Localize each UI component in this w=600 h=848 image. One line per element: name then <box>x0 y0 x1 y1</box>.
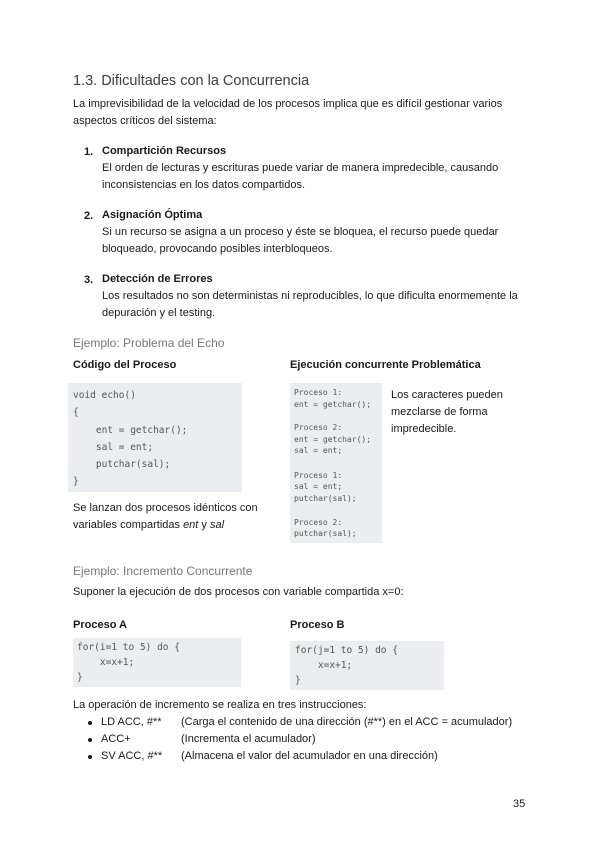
code-line: for(i=1 to 5) do { <box>77 642 180 653</box>
increment-intro: Suponer la ejecución de dos procesos con variable compartida x=0: <box>73 586 404 598</box>
process-b-code <box>290 641 444 690</box>
echo-note <box>73 500 258 534</box>
echo-code-block <box>68 383 242 492</box>
code-line: Proceso 1: <box>294 471 343 480</box>
code-line: putchar(sal); <box>294 494 357 503</box>
exec-note-line: impredecible. <box>391 423 457 435</box>
echo-subtitle: Ejemplo: Problema del Echo <box>73 336 225 350</box>
code-line: Proceso 2: <box>294 518 343 527</box>
code-line: putchar(sal); <box>294 529 357 538</box>
code-line: void echo() <box>73 390 136 401</box>
code-line: x=x+1; <box>77 657 135 668</box>
code-line: for(j=1 to 5) do { <box>295 645 398 656</box>
increment-subtitle: Ejemplo: Incremento Concurrente <box>73 564 253 578</box>
exec-note-line: Los caracteres pueden <box>391 389 503 401</box>
bullet-icon <box>88 738 92 742</box>
exec-code-block <box>290 383 382 543</box>
code-line: ent = getchar(); <box>294 400 372 409</box>
code-line: ent = getchar(); <box>73 425 188 436</box>
instructions-intro: La operación de incremento se realiza en tres instrucciones: <box>73 699 367 711</box>
echo-note-line: variables compartidas <box>73 519 184 531</box>
echo-note-line: Se lanzan dos procesos idénticos con <box>73 502 258 514</box>
difficulty-title: Detección de Errores <box>102 273 213 285</box>
list-number: 3. <box>84 274 94 286</box>
difficulty-text-line: depuración y el testing. <box>102 307 216 319</box>
process-a-code <box>73 638 241 687</box>
bullet-icon <box>88 721 92 725</box>
difficulty-text-line: El orden de lecturas y escrituras puede variar de manera impredecible, causando <box>102 162 499 174</box>
instruction-desc: (Carga el contenido de una dirección (#**) en el ACC = acumulador) <box>181 716 513 728</box>
section-intro-line: aspectos críticos del sistema: <box>73 115 217 127</box>
instruction-desc: (Incrementa el acumulador) <box>181 733 316 745</box>
exec-heading: Ejecución concurrente Problemática <box>290 359 481 371</box>
code-line: } <box>77 672 83 683</box>
code-line: sal = ent; <box>294 482 343 491</box>
code-line: ent = getchar(); <box>294 435 372 444</box>
difficulty-text-line: Los resultados no son deterministas ni reproducibles, lo que dificulta enormemente la <box>102 290 518 302</box>
code-line: { <box>73 407 79 418</box>
code-line: sal = ent; <box>294 446 343 455</box>
instruction-op: SV ACC, #** <box>101 750 163 762</box>
code-line: sal = ent; <box>73 442 154 453</box>
section-intro <box>73 96 502 130</box>
var-sal: sal <box>209 519 225 531</box>
process-a-heading: Proceso A <box>73 619 128 631</box>
process-b-heading: Proceso B <box>290 619 345 631</box>
instruction-desc: (Almacena el valor del acumulador en una dirección) <box>181 750 438 762</box>
difficulty-title: Compartición Recursos <box>102 145 227 157</box>
code-line: } <box>73 476 79 487</box>
difficulty-text-line: bloqueado, provocando posibles interbloqueos. <box>102 243 333 255</box>
exec-note <box>391 387 503 438</box>
code-line: Proceso 2: <box>294 423 343 432</box>
exec-note-line: mezclarse de forma <box>391 406 488 418</box>
difficulty-title: Asignación Óptima <box>102 209 203 221</box>
code-heading: Código del Proceso <box>73 359 177 371</box>
code-line: Proceso 1: <box>294 388 343 397</box>
list-number: 2. <box>84 210 94 222</box>
instruction-op: LD ACC, #** <box>101 716 162 728</box>
difficulty-text <box>102 160 498 194</box>
difficulty-text-line: inconsistencias en los datos compartidos. <box>102 179 305 191</box>
difficulty-text-line: Si un recurso se asigna a un proceso y éste se bloquea, el recurso puede quedar <box>102 226 499 238</box>
instruction-op: ACC+ <box>101 733 131 745</box>
list-number: 1. <box>84 146 94 158</box>
bullet-icon <box>88 755 92 759</box>
code-line: putchar(sal); <box>73 459 171 470</box>
code-line: } <box>295 675 301 686</box>
section-intro-line: La imprevisibilidad de la velocidad de los procesos implica que es difícil gestionar varios <box>73 98 503 110</box>
section-title: 1.3. Dificultades con la Concurrencia <box>73 73 310 89</box>
echo-note-and: y <box>198 519 210 531</box>
difficulty-text <box>102 288 518 322</box>
var-ent: ent <box>183 519 199 531</box>
difficulty-text <box>102 224 498 258</box>
page-number: 35 <box>513 798 526 810</box>
code-line: x=x+1; <box>295 660 353 671</box>
